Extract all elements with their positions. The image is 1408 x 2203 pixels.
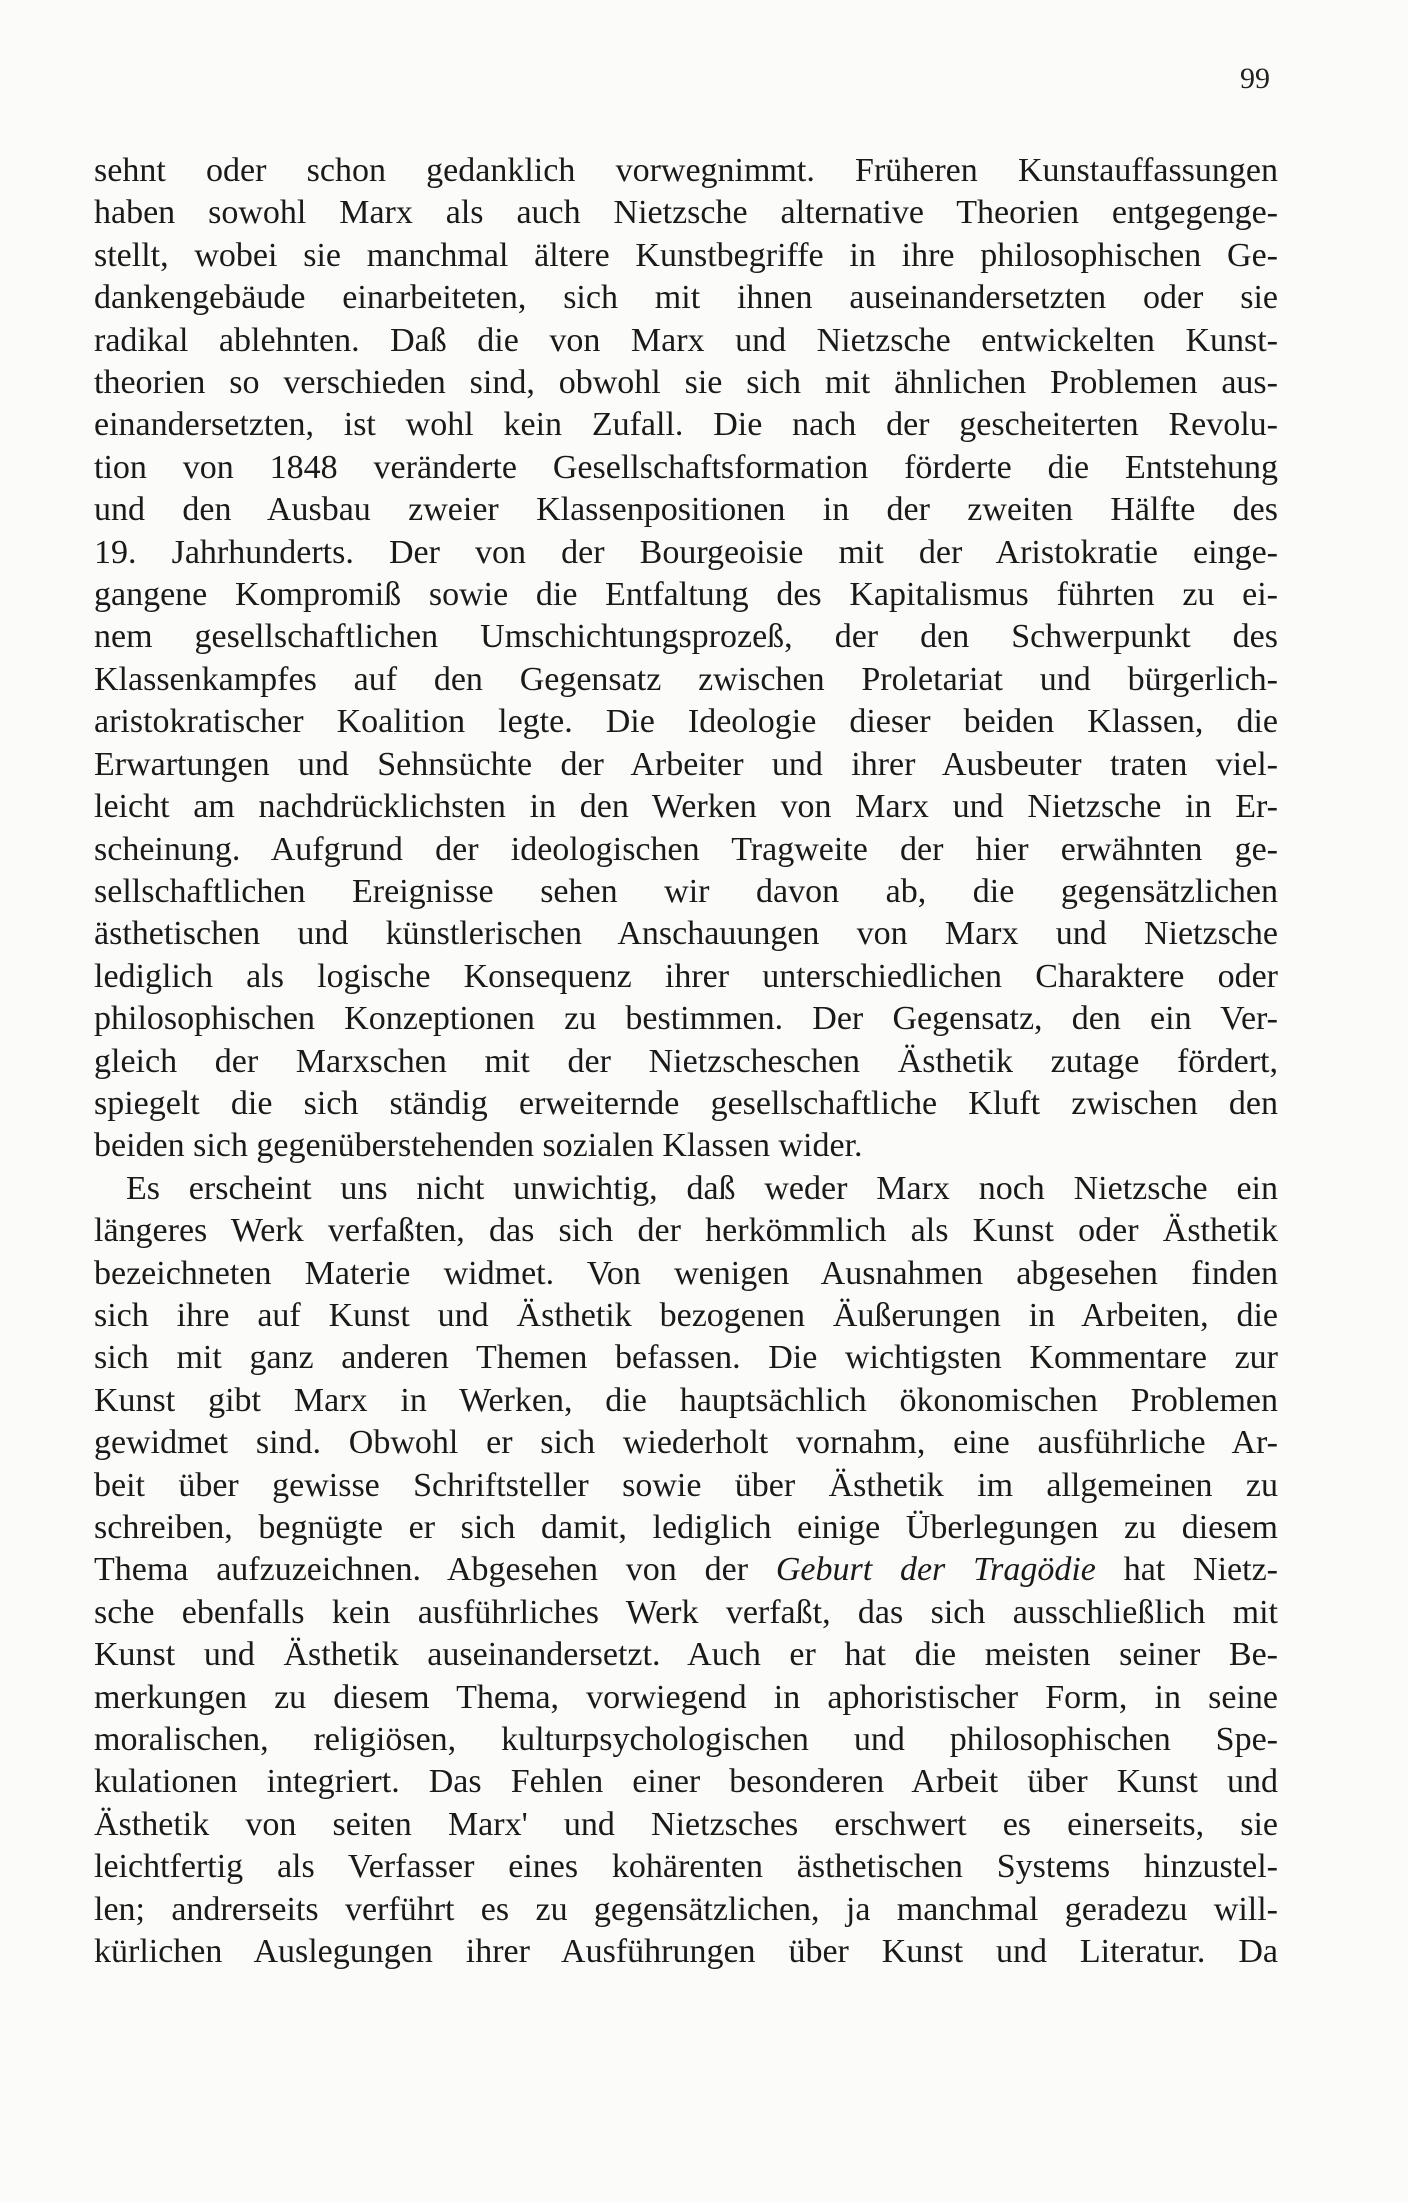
text-line: spiegelt die sich ständig erweiternde gesellschaftliche Kluft zwischen den: [94, 1084, 1278, 1122]
text-line: Ästhetik von seiten Marx' und Nietzsches erschwert es einerseits, sie: [94, 1805, 1278, 1843]
text-line: sellschaftlichen Ereignisse sehen wir davon ab, die gegensätzlichen: [94, 872, 1278, 910]
text-line: gleich der Marxschen mit der Nietzscheschen Ästhetik zutage fördert,: [94, 1042, 1278, 1080]
text-line: und den Ausbau zweier Klassenpositionen in der zweiten Hälfte des: [94, 491, 1278, 529]
text-line: stellt, wobei sie manchmal ältere Kunstbegriffe in ihre philosophischen Ge-: [94, 236, 1278, 274]
body-text: [94, 150, 1278, 1973]
text-line: sehnt oder schon gedanklich vorwegnimmt. Früheren Kunstauffassungen: [94, 152, 1278, 189]
text-line: radikal ablehnten. Daß die von Marx und Nietzsche entwickelten Kunst-: [94, 321, 1278, 359]
text-line: kürlichen Auslegungen ihrer Ausführungen über Kunst und Literatur. Da: [94, 1933, 1278, 1971]
paragraph: [94, 1168, 1278, 1974]
text-line: tion von 1848 veränderte Gesellschaftsformation förderte die Entstehung: [94, 448, 1278, 486]
text-line: leichtfertig als Verfasser eines kohärenten ästhetischen Systems hinzustel-: [94, 1848, 1278, 1886]
text-line: [94, 1549, 1278, 1591]
text-line: dankengebäude einarbeiteten, sich mit ihnen auseinandersetzten oder sie: [94, 279, 1278, 317]
text-line: theorien so verschieden sind, obwohl sie sich mit ähnlichen Problemen aus-: [94, 364, 1278, 402]
text-line: schreiben, begnügte er sich damit, lediglich einige Überlegungen zu diesem: [94, 1509, 1278, 1546]
text-line: ästhetischen und künstlerischen Anschauungen von Marx und Nietzsche: [94, 915, 1278, 953]
text-line: aristokratischer Koalition legte. Die Ideologie dieser beiden Klassen, die: [94, 703, 1278, 741]
text-line: philosophischen Konzeptionen zu bestimmen. Der Gegensatz, den ein Ver-: [94, 1000, 1278, 1038]
text-line: moralischen, religiösen, kulturpsychologischen und philosophischen Spe-: [94, 1721, 1278, 1759]
text-line: Kunst gibt Marx in Werken, die hauptsächlich ökonomischen Problemen: [94, 1381, 1278, 1419]
text-line: leicht am nachdrücklichsten in den Werken von Marx und Nietzsche in Er-: [94, 788, 1278, 826]
paragraph: [94, 150, 1278, 1168]
text-line: sich mit ganz anderen Themen befassen. Die wichtigsten Kommentare zur: [94, 1339, 1278, 1377]
text-line: Kunst und Ästhetik auseinandersetzt. Auch er hat die meisten seiner Be-: [94, 1636, 1278, 1674]
text-line: sche ebenfalls kein ausführliches Werk verfaßt, das sich ausschließlich mit: [94, 1593, 1278, 1631]
text-line: einandersetzten, ist wohl kein Zufall. Die nach der gescheiterten Revolu-: [94, 406, 1278, 444]
book-title: Geburt der Tragödie: [775, 1551, 1096, 1589]
text-line: scheinung. Aufgrund der ideologischen Tragweite der hier erwähnten ge-: [94, 830, 1278, 868]
text-line: Klassenkampfes auf den Gegensatz zwischen Proletariat und bürgerlich-: [94, 660, 1278, 698]
text-segment: hat Nietz-: [1095, 1551, 1278, 1589]
text-line: len; andrerseits verführt es zu gegensätzlichen, ja manchmal geradezu will-: [94, 1890, 1278, 1928]
text-line: sich ihre auf Kunst und Ästhetik bezogenen Äußerungen in Arbeiten, die: [94, 1296, 1278, 1334]
text-line: Erwartungen und Sehnsüchte der Arbeiter und ihrer Ausbeuter traten viel-: [94, 745, 1278, 783]
text-line: 19. Jahrhunderts. Der von der Bourgeoisie mit der Aristokratie einge-: [94, 533, 1278, 571]
text-line: beiden sich gegenüberstehenden sozialen Klassen wider.: [94, 1127, 863, 1165]
text-line: bezeichneten Materie widmet. Von wenigen Ausnahmen abgesehen finden: [94, 1254, 1278, 1292]
text-line: gangene Kompromiß sowie die Entfaltung des Kapitalismus führten zu ei-: [94, 576, 1278, 614]
text-line: lediglich als logische Konsequenz ihrer unterschiedlichen Charaktere oder: [94, 957, 1278, 995]
text-line: beit über gewisse Schriftsteller sowie über Ästhetik im allgemeinen zu: [94, 1466, 1278, 1504]
text-line: merkungen zu diesem Thema, vorwiegend in aphoristischer Form, in seine: [94, 1678, 1278, 1716]
text-line: haben sowohl Marx als auch Nietzsche alternative Theorien entgegenge-: [94, 194, 1278, 232]
text-line: nem gesellschaftlichen Umschichtungsprozeß, der den Schwerpunkt des: [94, 618, 1278, 656]
text-segment: Thema aufzuzeichnen. Abgesehen von der: [94, 1551, 776, 1589]
text-line: kulationen integriert. Das Fehlen einer besonderen Arbeit über Kunst und: [94, 1763, 1278, 1801]
text-line: Es erscheint uns nicht unwichtig, daß weder Marx noch Nietzsche ein: [126, 1169, 1278, 1207]
page-number: 99: [1240, 62, 1270, 95]
text-line: gewidmet sind. Obwohl er sich wiederholt vornahm, eine ausführliche Ar-: [94, 1424, 1278, 1462]
text-line: längeres Werk verfaßten, das sich der herkömmlich als Kunst oder Ästhetik: [94, 1212, 1278, 1250]
